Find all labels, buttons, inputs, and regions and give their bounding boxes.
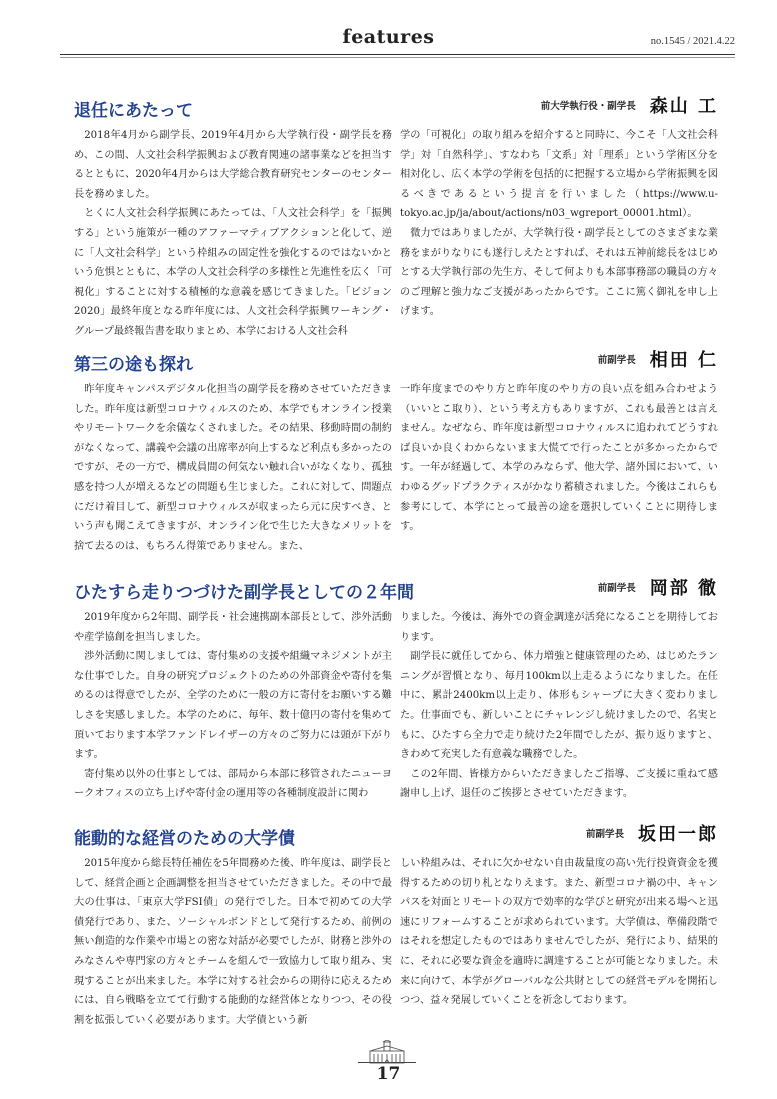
article-section-3 — [74, 578, 718, 798]
article-section-4 — [74, 824, 718, 1034]
section-title: 退任にあたって — [74, 101, 193, 121]
section-title: 第三の途も探れ — [74, 355, 193, 375]
section-title: ひたすら走りつづけた副学長としての２年間 — [74, 583, 414, 603]
article-columns — [74, 854, 718, 1030]
right-column — [400, 380, 718, 556]
article-columns — [74, 380, 718, 556]
author-role: 前副学長 — [597, 583, 636, 594]
paragraph: 学の「可視化」の取り組みを紹介すると同時に、今こそ「人文社会科学」対「自然科学」、すなわち「文系」対「理系」という学術区分を相対化し、広く本学の学術を包括的に把握する立場から学術振興を図るべきであるという提言を行いました（https://www.u-tokyo.ac.jp/ja/about/actions/n03_wgreport_00001.html）。 — [400, 130, 718, 220]
author-block — [598, 574, 718, 600]
article-section-1 — [74, 96, 718, 336]
article-columns — [74, 126, 718, 342]
right-column — [400, 854, 718, 1030]
paragraph: 2015年度から総長特任補佐を5年間務めた後、昨年度は、副学長として、経営企画と企画調整を担当させていただきました。その中で最大の仕事は、「東京大学FSI債」の発行でした。日本で初めての大学債発行であり、また、ソーシャルボンドとして発行するため、前例の無い創造的な作業や市場との密な対話が必要でしたが、財務と渉外のみなさんや専門家の方々とチームを組んで一致協力して取り組み、実現することが出来ました。本学に対する社会からの期待に応えるためには、自ら戦略を立てて行動する能動的な経営体となりつつ、その役割を拡張していく必要があります。大学債という新 — [74, 858, 392, 1026]
paragraph: とくに人文社会科学振興にあたっては、「人文社会科学」を「振興する」という施策が一種のアファーマティブアクションと化して、逆に「人文社会科学」という枠組みの固定性を強化するのではないかという危惧とともに、本学の人文社会科学の多様性と先進性を広く「可視化」することに対する積極的な意義を感じてきました。「ビジョン2020」最終年度となる昨年度には、人文社会科学振興ワーキング・グループ最終報告書を取りまとめ、本学における人文社会科 — [74, 208, 392, 337]
yasuda-auditorium-icon — [366, 1040, 408, 1064]
section-title: 能動的な経営のための大学債 — [74, 829, 295, 849]
footer-rule — [358, 1062, 416, 1063]
author-role: 前副学長 — [597, 355, 636, 366]
author-block — [586, 820, 718, 846]
author-role: 前副学長 — [585, 829, 624, 840]
paragraph: この2年間、皆様方からいただきましたご指導、ご支援に重ねて感謝申し上げ、退任のご挨拶とさせていただきます。 — [400, 768, 718, 800]
header-rule-secondary — [60, 57, 735, 58]
author-name: 相田 仁 — [649, 350, 718, 371]
right-column — [400, 126, 718, 342]
left-column — [74, 854, 392, 1030]
author-role: 前大学執行役・副学長 — [540, 101, 636, 112]
author-block — [541, 92, 718, 118]
left-column — [74, 608, 392, 804]
right-column — [400, 608, 718, 804]
left-column — [74, 380, 392, 556]
paragraph: 2018年4月から副学長、2019年4月から大学執行役・副学長を務め、この間、人文社会科学振興および教育関連の諸事業などを担当するとともに、2020年4月からは大学総合教育研究センターのセンター長を務めました。 — [74, 130, 392, 200]
paragraph: 2019年度から2年間、副学長・社会連携副本部長として、渉外活動や産学協創を担当しました。 — [74, 612, 392, 643]
author-name: 森山 工 — [649, 96, 718, 117]
paragraph: 一昨年度までのやり方と昨年度のやり方の良い点を組み合わせよう（いいとこ取り）、という考え方もありますが、これも最善とは言えません。なぜなら、昨年度は新型コロナウィルスに追われてどうすれば良いか良くわからないまま大慌てで行ったことが多かったからです。一年が経過して、本学のみならず、他大学、諸外国において、いわゆるグッドプラクティスがかなり蓄積されました。今後はこれらも参考にして、本学にとって最善の途を選択していくことに期待します。 — [400, 384, 718, 533]
paragraph: りました。今後は、海外での資金調達が活発になることを期待しております。 — [400, 612, 718, 643]
issue-info: no.1545 / 2021.4.22 — [650, 36, 735, 47]
left-column — [74, 126, 392, 342]
paragraph: 昨年度キャンパスデジタル化担当の副学長を務めさせていただきました。昨年度は新型コロナウィルスのため、本学でもオンライン授業やリモートワークを余儀なくされました。その結果、移動時間の制約がなくなって、講義や会議の出席率が向上するなど利点も多かったのですが、その一方で、構成員間の何気ない触れ合いがなくなり、孤独感を持つ人が増えるなどの問題も生じました。これに対して、問題点にだけ着目して、新型コロナウィルスが収まったら元に戻すべき、という声も聞こえてきますが、オンライン化で生じた大きなメリットを捨て去るのは、もちろん得策でありません。また、 — [74, 384, 392, 552]
paragraph: しい枠組みは、それに欠かせない自由裁量度の高い先行投資資金を獲得するための切り札となりえます。また、新型コロナ禍の中、キャンパスを対面とリモートの双方で効率的な学びと研究が出来る場へと迅速にリフォームすることが求められています。大学債は、準備段階ではそれを想定したものではありませんでしたが、発行により、結果的に、それに必要な資金を適時に調達することが可能となりました。未来に向けて、本学がグローバルな公共財としての経営モデルを開拓しつつ、益々発展していくことを祈念しております。 — [400, 858, 718, 1007]
paragraph: 寄付集め以外の仕事としては、部局から本部に移管されたニューヨークオフィスの立ち上げや寄付金の運用等の各種制度設計に関わ — [74, 768, 392, 800]
paragraph: 微力ではありましたが、大学執行役・副学長としてのさまざまな業務をまがりなりにも遂行しえたとすれば、それは五神前総長をはじめとする大学執行部の先生方、そして何よりも本部事務部の職員の方々のご理解と強力なご支援があったからです。ここに篤く御礼を申し上げます。 — [400, 227, 718, 318]
page-number: 17 — [376, 1064, 401, 1084]
article-columns — [74, 608, 718, 804]
author-name: 岡部 徹 — [649, 578, 718, 599]
paragraph: 副学長に就任してから、体力増強と健康管理のため、はじめたランニングが習慣となり、毎月100km以上走るようになりました。在任中に、累計2400km以上走り、体形もシャープに大きく変わりました。仕事面でも、新しいことにチャレンジし続けましたので、名実ともに、ひたすら全力で走り続けた2年間でしたが、振り返りますと、きわめて充実した有意義な職務でした。 — [400, 651, 718, 761]
header-title: features — [342, 26, 435, 48]
author-name: 坂田一郎 — [638, 824, 718, 845]
paragraph: 渉外活動に関しましては、寄付集めの支援や組織マネジメントが主な仕事でした。自身の研究プロジェクトのための外部資金や寄付を集めるのは得意でしたが、全学のために一般の方に寄付をお願いする難しさを実感しました。本学のために、毎年、数十億円の寄付を集めて頂いております本学ファンドレイザーの方々のご努力には頭が下がります。 — [74, 651, 392, 761]
author-block — [598, 346, 718, 372]
header-rule — [60, 54, 735, 55]
article-section-2 — [74, 350, 718, 550]
